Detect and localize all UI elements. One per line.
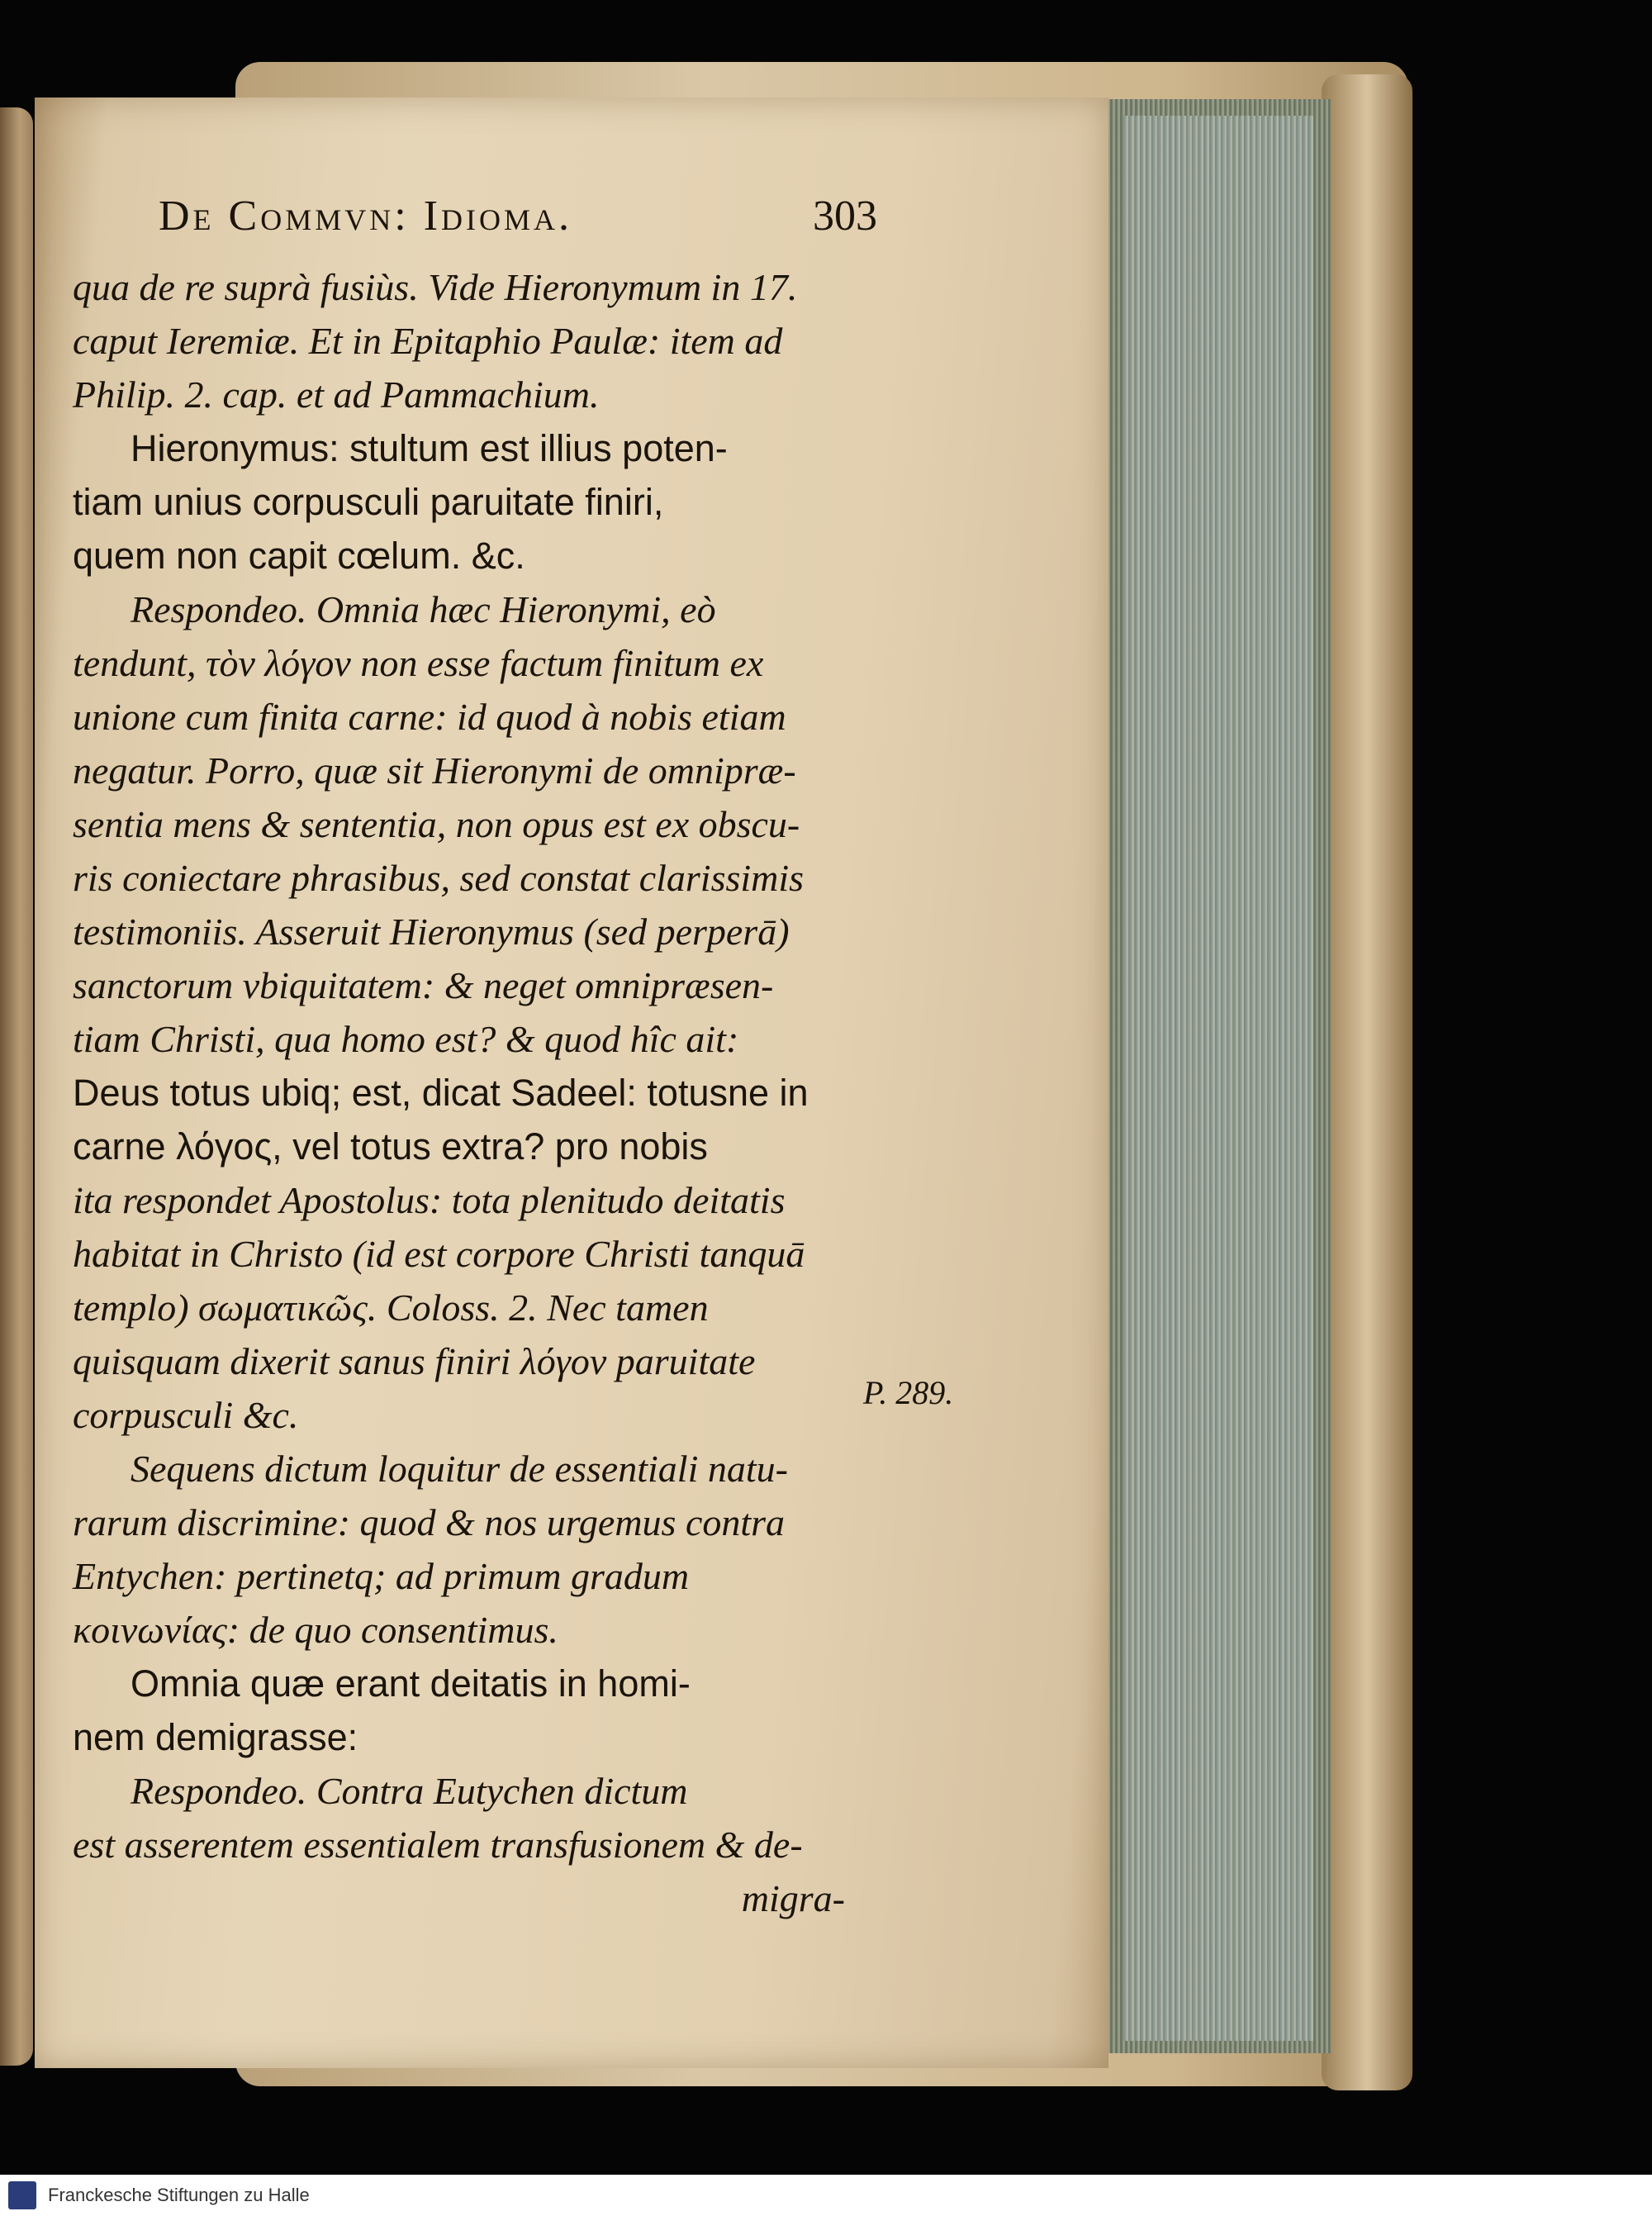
- text-line: negatur. Porro, quæ sit Hieronymi de omnipræ-: [73, 749, 796, 792]
- text-line: rarum discrimine: quod & nos urgemus contra: [73, 1501, 786, 1543]
- text-line: est asserentem essentialem transfusionem & de-: [73, 1824, 803, 1866]
- text-line: Philip. 2. cap. et ad Pammachium.: [73, 373, 600, 416]
- text-line: tiam unius corpusculi paruitate finiri,: [73, 481, 664, 523]
- text-line: caput Ieremiæ. Et in Epitaphio Paulæ: item ad: [73, 320, 783, 362]
- text-line: habitat in Christo (id est corpore Christi tanquā: [73, 1233, 805, 1275]
- text-line: sentia mens & sententia, non opus est ex obscu-: [73, 803, 800, 845]
- page-block-inner-edge: [1123, 116, 1313, 2041]
- text-line: ita respondet Apostolus: tota plenitudo deitatis: [73, 1179, 786, 1221]
- facing-page-edge: [0, 107, 33, 2066]
- footer-label: Franckesche Stiftungen zu Halle: [48, 2185, 310, 2205]
- running-title: De Commvn: Idioma.: [159, 193, 572, 240]
- text-line: Deus totus ubiq; est, dicat Sadeel: totusne in: [73, 1072, 809, 1114]
- text-line: carne λόγος, vel totus extra? pro nobis: [73, 1125, 708, 1167]
- text-line: nem demigrasse:: [73, 1716, 358, 1758]
- text-line: quem non capit cœlum. &c.: [73, 535, 525, 577]
- text-line: Omnia quæ erant deitatis in homi-: [131, 1662, 691, 1705]
- text-line: Respondeo. Omnia hæc Hieronymi, eò: [131, 588, 716, 630]
- text-line: qua de re suprà fusiùs. Vide Hieronymum in 17.: [73, 266, 798, 308]
- text-line: templo) σωματικῶς. Coloss. 2. Nec tamen: [73, 1286, 709, 1329]
- catchword: migra-: [741, 1877, 845, 1919]
- text-line: tendunt, τὸν λόγον non esse factum finitum ex: [73, 642, 764, 684]
- text-line: ris coniectare phrasibus, sed constat clarissimis: [73, 857, 805, 899]
- text-line: Sequens dictum loquitur de essentiali natu-: [131, 1448, 788, 1490]
- page-header: [159, 192, 877, 250]
- text-line: unione cum finita carne: id quod à nobis etiam: [73, 696, 786, 738]
- text-line: corpusculi &c.: [73, 1394, 299, 1436]
- footer-bar: [0, 2175, 1652, 2216]
- text-line: Entychen: pertinetq; ad primum gradum: [73, 1555, 690, 1597]
- text-line: sanctorum vbiquitatem: & neget omnipræsen-: [73, 964, 774, 1006]
- margin-note: P. 289.: [863, 1374, 954, 1411]
- text-line: tiam Christi, qua homo est? & quod hîc ait:: [73, 1018, 739, 1060]
- text-line: testimoniis. Asseruit Hieronymus (sed perperā): [73, 911, 790, 953]
- cover-edge: [1322, 74, 1412, 2090]
- text-line: Respondeo. Contra Eutychen dictum: [131, 1770, 688, 1812]
- page-number: 303: [813, 193, 877, 240]
- institution-logo-icon: [8, 2181, 36, 2209]
- text-line: Hieronymus: stultum est illius poten-: [131, 427, 728, 469]
- body-text: [73, 260, 853, 1925]
- text-line: quisquam dixerit sanus finiri λόγον paruitate: [73, 1340, 756, 1382]
- text-line: κοινωνίας: de quo consentimus.: [73, 1609, 558, 1651]
